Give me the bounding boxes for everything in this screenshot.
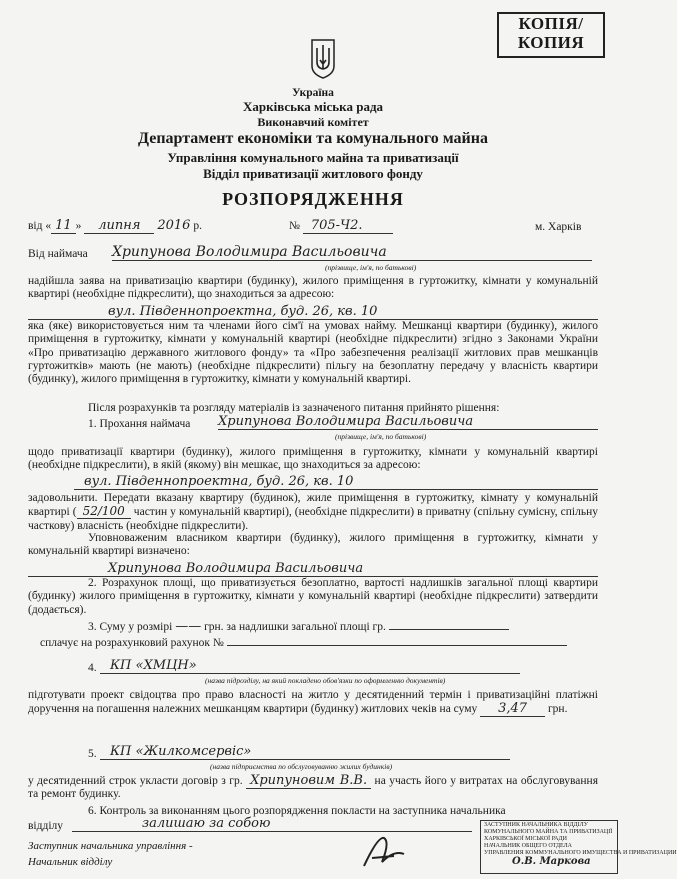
document-title: РОЗПОРЯДЖЕННЯ xyxy=(222,189,404,209)
order-city: м. Харків xyxy=(535,221,582,233)
paragraph-10b: грн. xyxy=(547,703,568,716)
paragraph-5b: частин у комунальній квартирі), (необхідне підкреслити) в приватну (спільну сумісну, спільну часткову) власність (необхідне підкреслити). xyxy=(28,506,598,532)
paragraph-5 xyxy=(28,492,598,533)
paragraph-11a: у десятиденний строк укласти договір з гр. xyxy=(28,775,243,787)
item-1-label: 1. Прохання наймача xyxy=(88,418,191,430)
paragraph-10a: підготувати проект свідоцтва про право власності на житло у десятиденний термін і приватизаційні платіжні доручення на погашення належних мешканцям квартири (будинку) житлових чеків на суму xyxy=(28,689,598,716)
paragraph-12-value: залишаю за собою xyxy=(72,816,472,832)
department-heading: Департамент економіки та комунального майна xyxy=(138,130,488,147)
address-2: вул. Південнопроектна, буд. 26, кв. 10 xyxy=(74,474,598,490)
committee-heading: Виконавчий комітет xyxy=(257,115,369,129)
item-1-hint: (прізвище, ім'я, по батькові) xyxy=(335,432,427,441)
paragraph-3: Після розрахунків та розгляду матеріалів із зазначеного питання прийнято рішення: xyxy=(88,402,500,414)
date-prefix: від « xyxy=(28,220,52,232)
footer-line-2: Начальник відділу xyxy=(28,856,113,868)
trident-emblem-icon xyxy=(309,38,337,80)
paragraph-2: яка (яке) використовується ним та членами його сім'ї на умовах найму. Мешканці квартири (будинку), жилого приміщення в гуртожитку, кімнати у комунальній квартирі (необхідне підкреслити) згідно з Законами України «Про приватизацію державного житлового фонду» та «Про забезпечення реалізації житлових прав мешканців гуртожитків» мають (не мають) (необхідне підкреслити) пільгу на безоплатну передачу у власність квартири (будинку), жилого приміщення в гуртожитку, кімнати у комунальній квартирі. xyxy=(28,320,598,386)
signature-icon xyxy=(360,832,410,870)
paragraph-1: надійшла заява на приватизацію квартири (будинку), жилого приміщення в гуртожитку, кімнати у комунальній квартирі (необхідне підкреслити), що знаходиться за адресою: xyxy=(28,275,598,301)
paragraph-4: щодо приватизації квартири (будинку), жилого приміщення в гуртожитку, кімнати у комунальній квартирі (необхідне підкреслити), в якій (якому) він мешкає, що знаходиться за адресою: xyxy=(28,446,598,472)
number-label: № xyxy=(289,220,300,232)
item-5-value: КП «Жилкомсервіс» xyxy=(100,744,510,760)
paragraph-7: 2. Розрахунок площі, що приватизується безоплатно, вартості надлишків загальної площі квартири (будинку) жилого приміщення в гуртожитку, кімнати у комунальній квартирі (необхідне підкреслити) затвердити (додається). xyxy=(28,577,598,616)
country-heading: Україна xyxy=(292,87,334,99)
directorate-heading: Управління комунального майна та приватизації xyxy=(167,150,459,165)
item-5-hint: (назва підприємства по обслуговуванню жилих будинків) xyxy=(210,762,393,771)
account-blank xyxy=(227,645,567,646)
order-day: 11 xyxy=(51,218,76,234)
item-1-name: Хрипунова Володимира Васильовича xyxy=(218,414,598,430)
item-3-account-line xyxy=(40,637,567,650)
copy-stamp-line-2: КОПИЯ xyxy=(517,33,585,52)
account-label: сплачує на розрахунковий рахунок № xyxy=(40,637,224,649)
order-year: 2016 xyxy=(157,218,191,233)
item-4-number: 4. xyxy=(88,662,97,674)
paragraph-12: 6. Контроль за виконанням цього розпорядження покласти на заступника начальника xyxy=(88,805,506,817)
item-3-text: грн. за надлишки загальної площі гр. xyxy=(204,621,386,633)
applicant-name: Хрипунова Володимира Васильовича xyxy=(112,244,592,261)
order-date-line xyxy=(28,219,202,233)
share-value: 52/100 xyxy=(77,504,131,519)
paragraph-12-label: відділу xyxy=(28,820,64,832)
item-4-value: КП «ХМЦН» xyxy=(100,658,520,674)
paragraph-6: Уповноваженим власником квартири (будинку), жилого приміщення в гуртожитку, кімнати у комунальній квартирі визначено: xyxy=(28,532,598,558)
copy-stamp xyxy=(497,12,605,58)
item-3-line xyxy=(88,620,509,634)
amount-value: 3,47 xyxy=(480,701,545,717)
address-1: вул. Південнопроектна, буд. 26, кв. 10 xyxy=(28,304,598,320)
order-number: 705-Ч2. xyxy=(303,218,393,234)
order-number-line xyxy=(289,219,393,233)
seal-line-5: УПРАВЛЕНИЯ КОММУНАЛЬНОГО ИМУЩЕСТВА И ПРИВАТИЗАЦИИ xyxy=(484,850,677,856)
footer-line-1: Заступник начальника управління - xyxy=(28,840,193,852)
seal-line-4: НАЧАЛЬНИК ОБЩЕГО ОТДЕЛА xyxy=(484,843,573,849)
paragraph-11 xyxy=(28,774,598,802)
seal-line-1: ЗАСТУПНИК НАЧАЛЬНИКА ВІДДІЛУ xyxy=(484,822,588,828)
council-heading: Харківська міська рада xyxy=(242,99,384,114)
item-3-label: 3. Суму у розмірі xyxy=(88,621,173,633)
item-3-dash: —— xyxy=(175,619,202,634)
from-label: Від наймача xyxy=(28,248,88,260)
signer-name: О.В. Маркова xyxy=(512,856,591,867)
owner-name: Хрипунова Володимира Васильовича xyxy=(28,561,598,577)
division-heading: Відділ приватизації житлового фонду xyxy=(203,166,423,181)
paragraph-11b: на участь його у витратах на обслуговування та ремонт будинку. xyxy=(28,775,598,801)
seal-line-2: КОМУНАЛЬНОГО МАЙНА ТА ПРИВАТИЗАЦІЇ xyxy=(484,829,613,835)
paragraph-5a: задовольнити. Передати вказану квартиру (будинок), жиле приміщення в гуртожитку, кімнату у комунальній квартирі ( xyxy=(28,492,598,519)
order-month: липня xyxy=(84,218,154,234)
copy-stamp-line-1: КОПІЯ/ xyxy=(518,14,584,33)
seal-line-3: ХАРКІВСЬКОЇ МІСЬКОЇ РАДИ xyxy=(484,836,567,842)
item-5-number: 5. xyxy=(88,748,97,760)
paragraph-10 xyxy=(28,689,598,717)
paragraph-11-name: Хрипуновим В.В. xyxy=(246,773,371,789)
item-3-blank xyxy=(389,629,509,630)
date-sep: » xyxy=(75,220,82,232)
applicant-name-hint: (прізвище, ім'я, по батькові) xyxy=(325,263,417,272)
item-4-hint: (назва підрозділу, на який покладено обов'язки по оформленню документів) xyxy=(205,676,446,685)
year-suffix: р. xyxy=(193,220,202,232)
